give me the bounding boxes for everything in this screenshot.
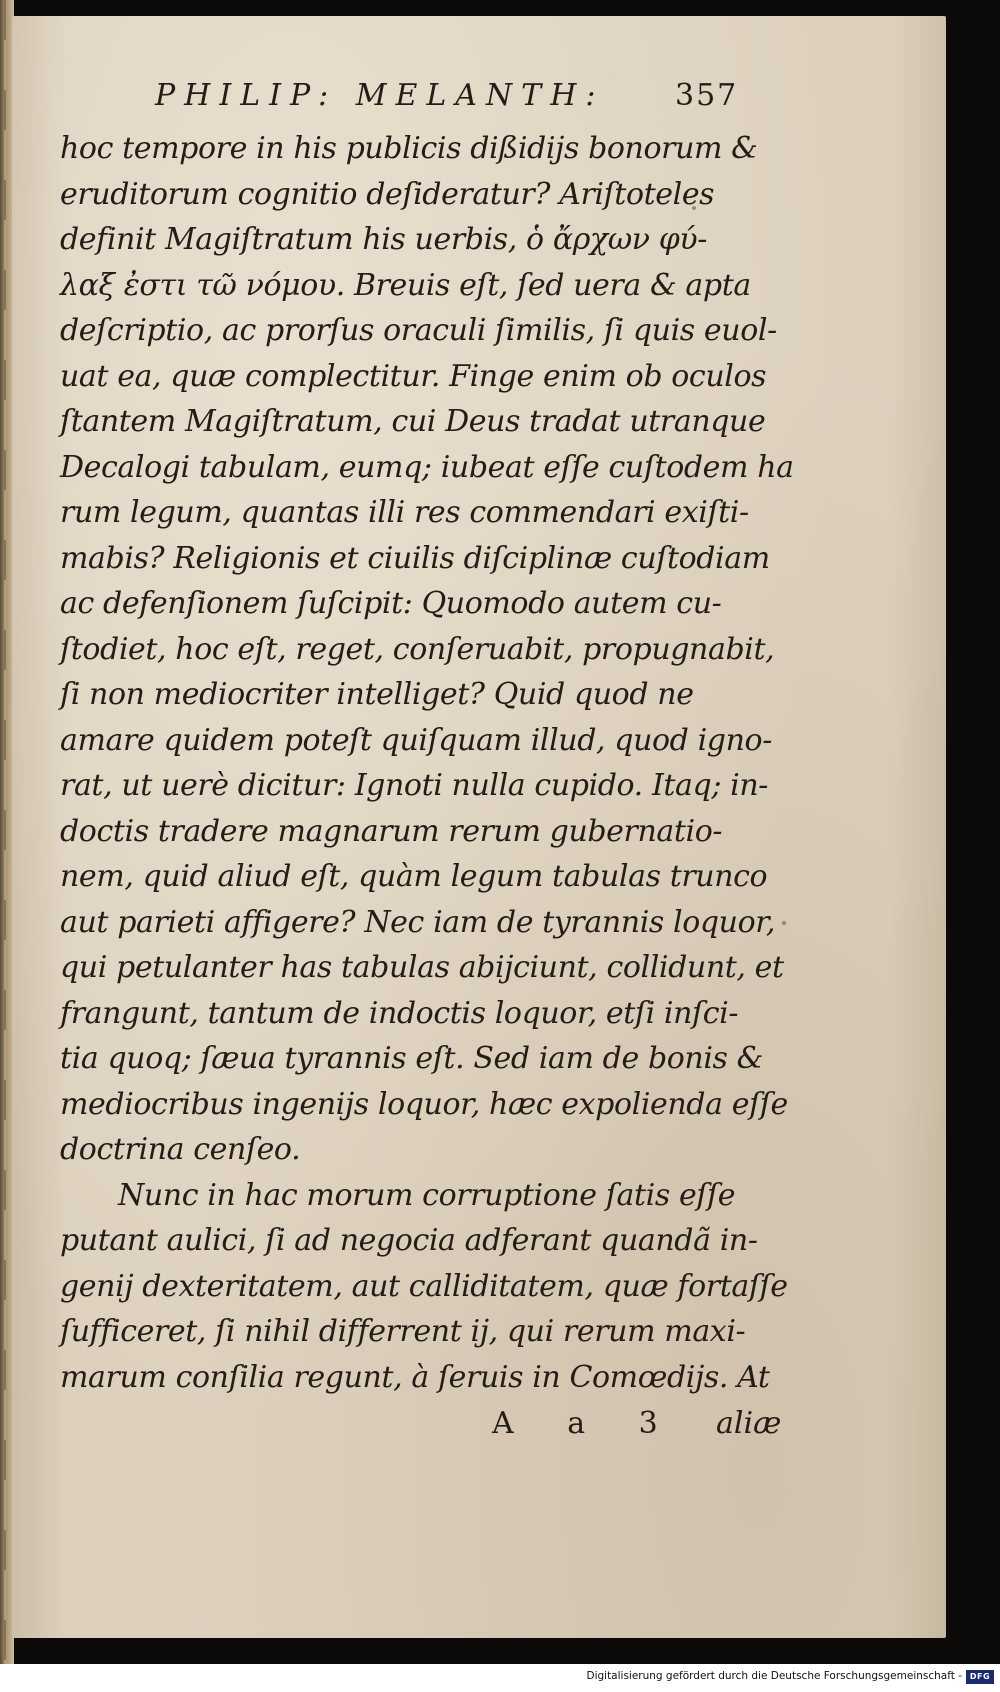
text-line: ſufficeret, ſi nihil differrent ij, qui rerum maxi- bbox=[60, 1314, 746, 1349]
running-head bbox=[60, 74, 780, 126]
text-line: ſtodiet, hoc eſt, reget, conſeruabit, propugnabit, bbox=[60, 631, 775, 667]
paragraph-2 bbox=[60, 1173, 788, 1401]
text-line: Nunc in hac morum corruptione ſatis eſſe bbox=[118, 1177, 736, 1213]
paragraph-1 bbox=[60, 126, 794, 1173]
text-line: ſtantem Magiſtratum, cui Deus tradat utranque bbox=[60, 404, 766, 439]
text-line: doctrina cenſeo. bbox=[60, 1132, 301, 1167]
text-line: uat ea, quæ complectitur. Finge enim ob oculos bbox=[60, 358, 767, 394]
text-line: doctis tradere magnarum rerum gubernatio- bbox=[60, 813, 723, 849]
signature-mark: A a 3 bbox=[492, 1406, 680, 1441]
footer-credit: Digitalisierung gefördert durch die Deutsche Forschungsgemeinschaft - bbox=[586, 1670, 962, 1682]
text-block bbox=[60, 74, 794, 1446]
text-line: tia quoq; ſæua tyrannis eſt. Sed iam de bonis & bbox=[60, 1041, 763, 1076]
catchword: aliæ bbox=[716, 1406, 782, 1441]
text-line: mediocribus ingenijs loquor, hæc expolienda eſſe bbox=[60, 1086, 788, 1122]
text-line: genij dexteritatem, aut calliditatem, quæ fortaſſe bbox=[60, 1268, 788, 1304]
text-line: mabis? Religionis et ciuilis diſciplinæ cuſtodiam bbox=[60, 540, 770, 576]
paper-speck bbox=[782, 921, 786, 925]
text-line: rat, ut uerè dicitur: Ignoti nulla cupido. Itaq; in- bbox=[60, 768, 769, 803]
text-line: amare quidem poteſt quiſquam illud, quod igno- bbox=[60, 722, 772, 758]
dfg-logo: DFG bbox=[966, 1670, 994, 1684]
signature-line bbox=[60, 1400, 780, 1446]
text-line: deſcriptio, ac prorſus oraculi ſimilis, ſi quis euol- bbox=[60, 313, 777, 348]
text-line: frangunt, tantum de indoctis loquor, etſi inſci- bbox=[60, 995, 739, 1031]
text-line: Decalogi tabulam, eumq; iubeat eſſe cuſtodem ha bbox=[60, 449, 794, 485]
text-line: eruditorum cognitio deſideratur? Ariſtoteles bbox=[60, 176, 715, 212]
text-line: hoc tempore in his publicis dißidijs bonorum & bbox=[60, 131, 758, 166]
text-line: nem, quid aliud eſt, quàm legum tabulas trunco bbox=[60, 859, 768, 894]
text-line: rum legum, quantas illi res commendari exiſti- bbox=[60, 495, 749, 530]
text-line: ac defenſionem ſuſcipit: Quomodo autem cu- bbox=[60, 586, 722, 621]
text-line: putant aulici, ſi ad negocia adferant quandã in- bbox=[60, 1223, 758, 1258]
text-line: qui petulanter has tabulas abijciunt, collidunt, et bbox=[60, 950, 784, 985]
book-page bbox=[12, 16, 946, 1638]
footer bbox=[0, 1664, 1000, 1692]
running-head-title: PHILIP: MELANTH: bbox=[155, 78, 605, 113]
text-line: aut parieti affigere? Nec iam de tyrannis loquor, bbox=[60, 904, 776, 940]
text-line: λαξ ἐστι τῶ νόμου. Breuis eſt, ſed uera & apta bbox=[60, 267, 751, 303]
text-line: definit Magiſtratum his uerbis, ὁ ἄρχων φύ- bbox=[60, 222, 707, 257]
page-number: 357 bbox=[675, 78, 739, 113]
text-line: ſi non mediocriter intelliget? Quid quod ne bbox=[60, 677, 694, 712]
text-line: marum conſilia regunt, à ſeruis in Comœdijs. At bbox=[60, 1359, 770, 1395]
